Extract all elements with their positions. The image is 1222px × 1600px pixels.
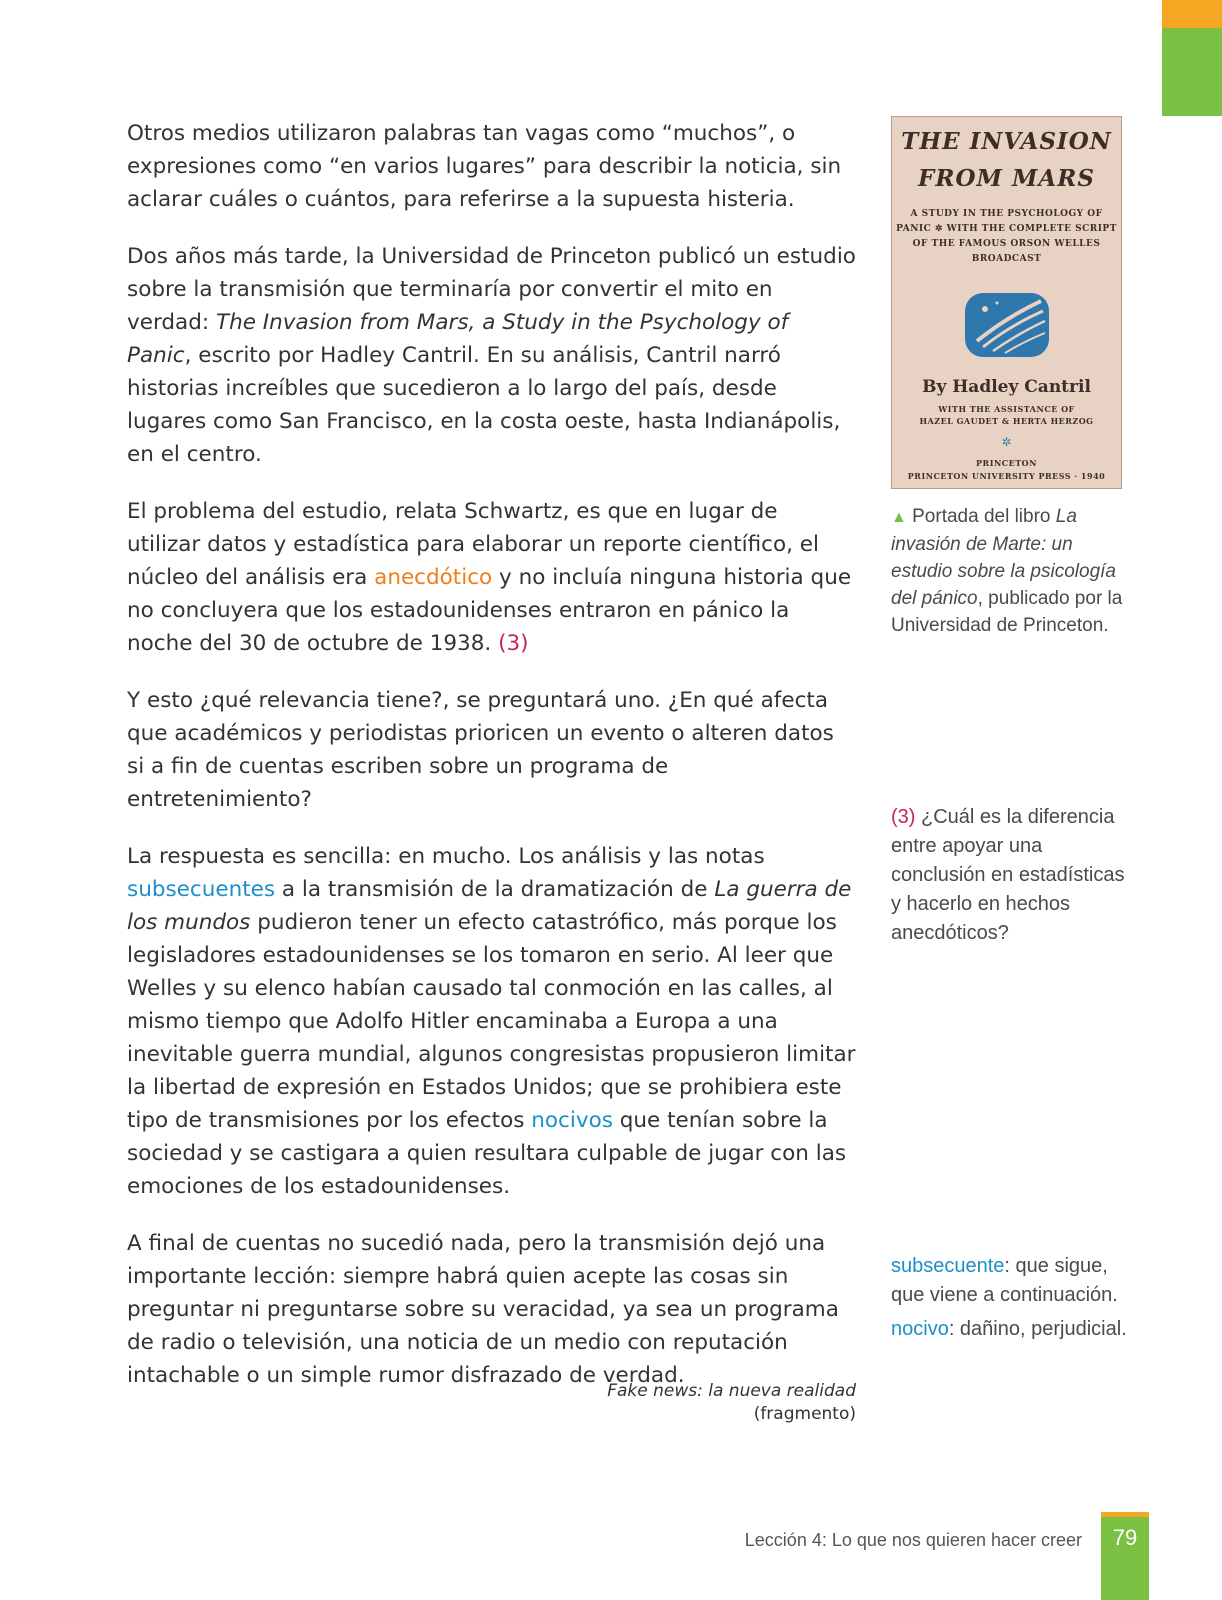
page-number: 79 [1112,1525,1138,1550]
triangle-marker-icon: ▲ [891,509,907,526]
glossary-definition: : que sigue, que viene a continuación. [891,1255,1118,1306]
page-number-box [1101,1512,1149,1600]
book-cover-assistants: WITH THE ASSISTANCE OF HAZEL GAUDET & HERTA HERZOG [919,404,1094,426]
glossary-term: subsecuente [891,1255,1005,1277]
book-cover-publisher: PRINCETON PRINCETON UNIVERSITY PRESS · 1940 [907,458,1106,481]
book-cover-author: By Hadley Cantril [922,377,1091,397]
book-title-reference: The Invasion from Mars, a Study in the Psychology of Panic [127,310,789,368]
comet-emblem-icon [963,291,1051,359]
glossary-entry-nocivo [891,1315,1131,1344]
paragraph-3: El problema del estudio, relata Schwartz, es que en lugar de utilizar datos y estadística para elaborar un reporte científico, el núcleo del análisis era anecdótico y no incluía ninguna historia que no concluyera que los estadounidenses entraron en pánico la noche del 30 de octubre de 1938. (3) [127,499,852,656]
paragraph-2: Dos años más tarde, la Universidad de Princeton publicó un estudio sobre la transmisión que terminaría por convertir el mito en verdad: The Invasion from Mars, a Study in the Psychology of Panic, escrito por Hadley Cantril. En su análisis, Cantril narró historias increíbles que sucedieron a lo largo del país, desde lugares como San Francisco, en la costa oeste, hasta Indianápolis, en el centro. [127,244,856,467]
glossary-entry-subsecuente [891,1252,1131,1310]
article-body [127,117,857,1416]
image-caption: ▲ Portada del libro La invasión de Marte: un estudio sobre la psicología del pánico, publicado por la Universidad de Princeton. [891,506,1123,636]
green-corner-tab [1162,28,1222,116]
glossary-definition: : dañino, perjudicial. [948,1318,1127,1340]
question-number: (3) [891,806,916,828]
source-title: Fake news: la nueva realidad [607,1381,856,1401]
lesson-footer: Lección 4: Lo que nos quieren hacer creer [744,1530,1082,1550]
source-note: (fragmento) [753,1404,856,1424]
paragraph-6: A final de cuentas no sucedió nada, pero la transmisión dejó una importante lección: siempre habrá quien acepte las cosas sin preguntar ni preguntarse sobre su veracidad, ya sea un programa de radio o televisión, una noticia de un medio con reputación intachable o un simple rumor disfrazado de verdad. [127,1231,839,1388]
glossary-term-subsecuentes: subsecuentes [127,877,276,902]
book-cover-title: THE INVASION FROM MARS [901,128,1112,192]
highlight-anecdotico: anecdótico [374,565,493,590]
orange-corner-tab [1162,0,1222,28]
margin-question: (3) ¿Cuál es la diferencia entre apoyar una conclusión en estadísticas y hacerlo en hechos anecdóticos? [891,806,1125,944]
question-reference-3: (3) [498,631,529,656]
caption-book-title: La invasión de Marte: un estudio sobre la psicología del pánico [891,506,1116,609]
paragraph-1: Otros medios utilizaron palabras tan vagas como “muchos”, o expresiones como “en varios lugares” para describir la noticia, sin aclarar cuáles o cuántos, para referirse a la supuesta histeria. [127,121,842,212]
book-cover-subtitle: A STUDY IN THE PSYCHOLOGY OF PANIC ✲ WITH THE COMPLETE SCRIPT OF THE FAMOUS ORSON WELLES BROADCAST [896,209,1117,264]
work-title-reference: La guerra de los mundos [127,877,852,935]
paragraph-5: La respuesta es sencilla: en mucho. Los análisis y las notas subsecuentes a la transmisión de la dramatización de La guerra de los mundos pudieron tener un efecto catastrófico, más porque los legisladores estadounidenses se los tomaron en serio. Al leer que Welles y su elenco habían causado tal conmoción en las calles, al mismo tiempo que Adolfo Hitler encaminaba a Europa a una inevitable guerra mundial, algunos congresistas propusieron limitar la libertad de expresión en Estados Unidos; que se prohibiera este tipo de transmisiones por los efectos nocivos que tenían sobre la sociedad y se castigara a quien resultara culpable de jugar con las emociones de los estadounidenses. [127,844,856,1199]
glossary-term: nocivo [891,1318,949,1340]
paragraph-4: Y esto ¿qué relevancia tiene?, se preguntará uno. ¿En qué afecta que académicos y periodistas prioricen un evento o alteren datos si a fin de cuentas escriben sobre un programa de entretenimiento? [127,688,834,812]
book-cover-image [891,116,1122,489]
glossary-term-nocivos: nocivos [531,1108,613,1133]
source-credit [607,1380,856,1426]
star-ornament-icon: ✲ [1001,435,1012,449]
